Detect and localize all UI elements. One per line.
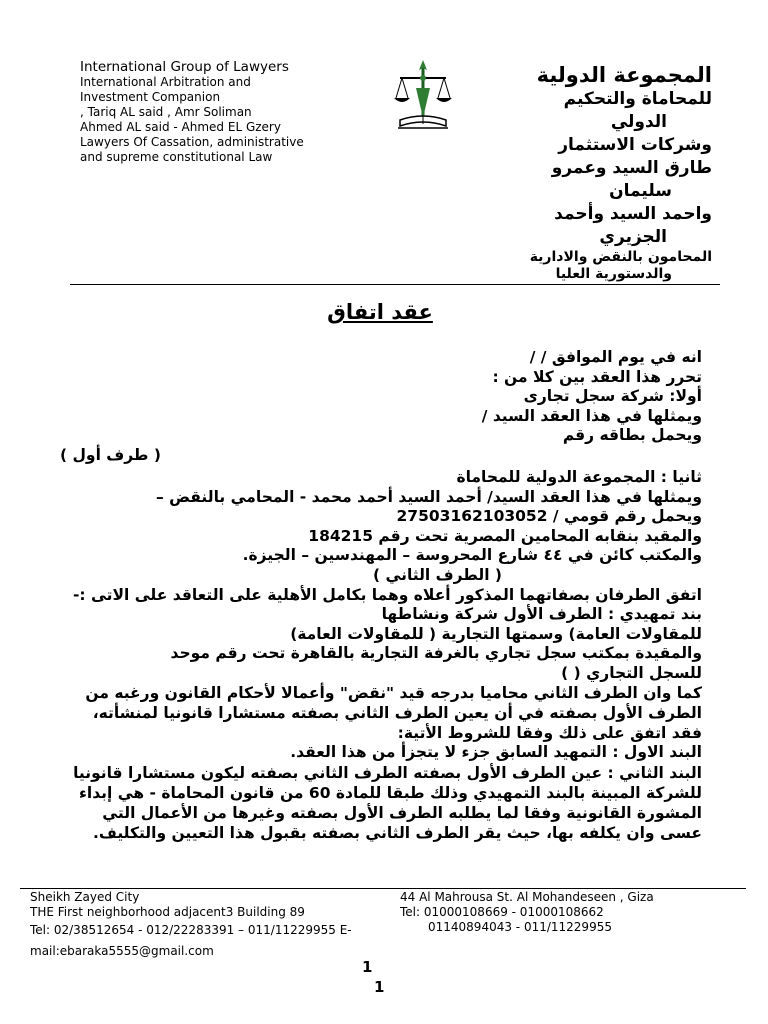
firm-line-english: International Arbitration and [80, 75, 251, 89]
firm-subtitle-arabic: والدستورية العليا [555, 266, 672, 282]
header-arabic-block [472, 62, 712, 283]
firm-line-english: Investment Companion [80, 90, 221, 104]
footer-line: 44 Al Mahrousa St. Al Mohandeseen , Giza [400, 890, 654, 904]
contract-line: والمقيد بنقابه المحامين المصرية تحت رقم 184215 [308, 526, 702, 545]
page-number: 1 [374, 978, 385, 996]
firm-line-arabic: وشركات الاستثمار [558, 135, 712, 155]
firm-line-arabic: طارق السيد وعمرو [551, 158, 712, 178]
preamble-line: للمقاولات العامة) وسمتها التجارية ( للمقاولات العامة) [290, 624, 702, 643]
preamble-line: بند تمهيدي : الطرف الأول شركة ونشاطها [381, 605, 702, 623]
firm-line-arabic: الجزيري [599, 227, 667, 247]
footer-line: 01140894043 - 011/11229955 [428, 920, 612, 934]
firm-line-english: and supreme constitutional Law [80, 150, 273, 164]
footer-divider [20, 888, 746, 889]
scales-of-justice-logo [388, 58, 458, 134]
contract-date-line: انه في يوم الموافق / / [529, 348, 702, 366]
footer-line: THE First neighborhood adjacent3 Building 89 [30, 905, 305, 919]
contract-line: ويمثلها في هذا العقد السيد / [481, 406, 702, 425]
preamble-line: والمقيدة بمكتب سجل تجاري بالغرفة التجارية بالقاهرة تحت رقم موحد [170, 644, 702, 662]
firm-line-english: Ahmed AL said - Ahmed EL Gzery [80, 120, 281, 134]
contract-line: ويمثلها في هذا العقد السيد/ أحمد السيد أحمد محمد - المحامي بالنقض – [155, 487, 702, 506]
header-english-block [80, 60, 380, 165]
first-party-label [60, 446, 702, 466]
contract-line: أولا: شركة سجل تجارى [523, 387, 702, 405]
firm-line-arabic: للمحاماة والتحكيم [563, 89, 712, 109]
footer-phone-line: Tel: 02/38512654 - 012/22283391 – 011/11229955 E- [30, 923, 352, 937]
page-number: 1 [362, 958, 373, 976]
footer-email: mail:ebaraka5555@gmail.com [30, 944, 214, 958]
contract-line: ويحمل رقم قومي / 27503162103052 [396, 507, 702, 525]
footer-right-address [400, 890, 654, 935]
recital-paragraph: كما وان الطرف الثاني محاميا بدرجه قيد "نقض" وأعمالا لأحكام القانون ورغبه من الطرف الأول بصفته في أن يعين الطرف الثاني بصفته مستشارا قانونيا لمنشأته، فقد اتفق على ذلك وفقا للشروط الأتية: [85, 684, 702, 742]
footer-left-address [30, 890, 352, 959]
firm-name-english: International Group of Lawyers [80, 59, 289, 75]
contract-line: ويحمل بطاقه رقم [562, 426, 702, 444]
contract-line: والمكتب كائن في ٤٤ شارع المحروسة – المهندسين – الجيزة. [242, 546, 702, 564]
footer-line: Tel: 01000108669 - 01000108662 [400, 905, 604, 919]
firm-subtitle-arabic: المحامون بالنقض والادارية [529, 249, 712, 265]
footer-line: Sheikh Zayed City [30, 890, 140, 904]
firm-line-english: , Tariq AL said , Amr Soliman [80, 105, 252, 119]
first-party-text: ( طرف أول ) [60, 445, 161, 464]
document-title: عقد اتفاق [327, 300, 433, 324]
clause-one: البند الاول : التمهيد السابق جزء لا يتجزأ من هذا العقد. [290, 743, 702, 761]
contract-body [60, 348, 702, 843]
contract-line: تحرر هذا العقد بين كلا من : [492, 367, 702, 386]
firm-line-arabic: واحمد السيد وأحمد [554, 204, 712, 224]
clause-two: البند الثاني : عين الطرف الأول بصفته الطرف الثاني بصفته ليكون مستشارا قانونيا للشركة المبينة بالبند التمهيدي وذلك طبقا للمادة 60 من قانون المحاماة - هي إبداء المشورة القانونية وفقا لما يطلبه الطرف الأول بصفته وغيرها من الأعمال التي عسى وان يكلفه بها، حيث يقر الطرف الثاني بصفته بقبول هذا التعيين والتكليف. [73, 763, 702, 842]
agreement-paragraph: اتفق الطرفان بصفاتهما المذكور أعلاه وهما بكامل الأهلية على التعاقد على الاتى :- [72, 586, 702, 604]
firm-line-arabic: الدولي [610, 112, 667, 132]
firm-line-arabic: سليمان [609, 181, 672, 201]
preamble-line: للسجل التجاري ( ) [561, 663, 702, 682]
header-divider [70, 284, 720, 285]
firm-name-arabic: المجموعة الدولية [536, 63, 712, 87]
second-party-label: ( الطرف الثاني ) [372, 565, 502, 584]
firm-line-english: Lawyers Of Cassation, administrative [80, 135, 304, 149]
contract-line: ثانيا : المجموعة الدولية للمحاماة [456, 468, 702, 486]
